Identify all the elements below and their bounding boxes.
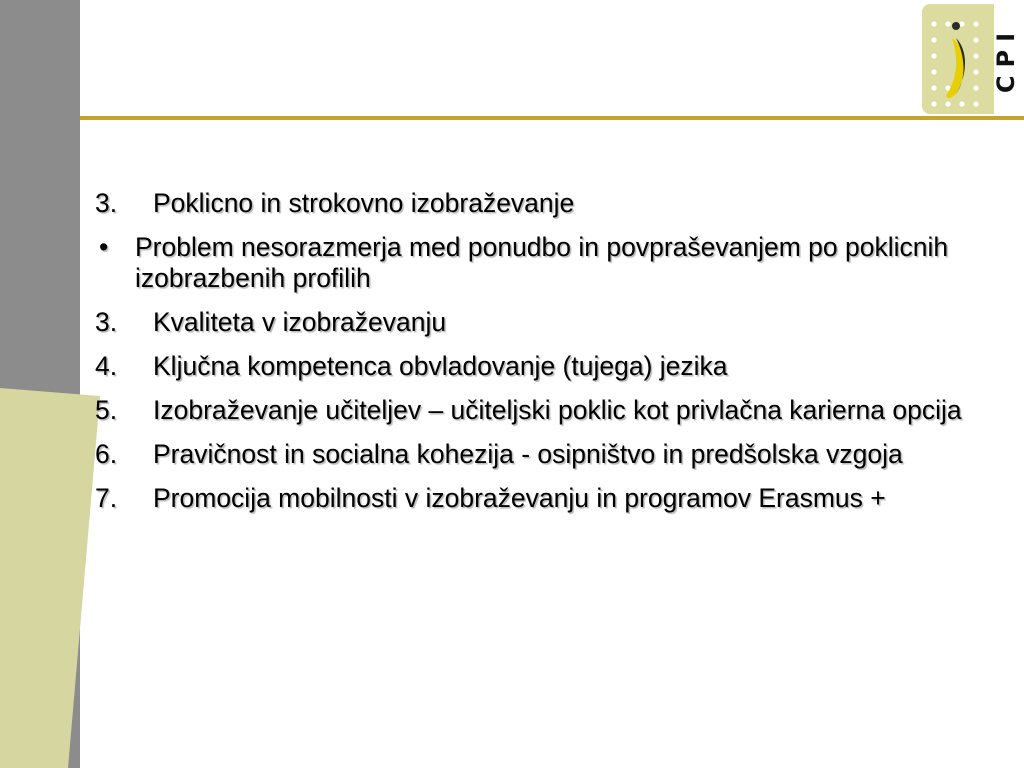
- list-item: [95, 439, 995, 470]
- bullet-list: [95, 188, 995, 527]
- list-item-text: Promocija mobilnosti v izobraževanju in programov Erasmus +: [153, 483, 886, 513]
- list-item: [95, 232, 995, 294]
- list-item-text: Izobraževanje učiteljev – učiteljski poklic kot privlačna karierna opcija: [153, 395, 962, 425]
- list-item-text: Poklicno in strokovno izobraževanje: [153, 188, 575, 218]
- list-item-text: Pravičnost in socialna kohezija - osipništvo in predšolska vzgoja: [153, 439, 903, 469]
- list-item-text: Problem nesorazmerja med ponudbo in povpraševanjem po poklicnih izobrazbenih profilih: [135, 232, 949, 293]
- list-marker: 3.: [95, 188, 118, 218]
- list-item: [95, 483, 995, 514]
- list-marker: •: [99, 232, 109, 262]
- cpi-logo: [922, 4, 1024, 114]
- list-marker: 5.: [95, 395, 118, 425]
- list-item: [95, 351, 995, 382]
- header-rule: [80, 116, 1024, 120]
- list-item: [95, 395, 995, 426]
- cpi-logo-icon: [922, 4, 994, 114]
- logo-text: [988, 4, 1024, 114]
- list-marker: 3.: [95, 307, 118, 337]
- list-item: [95, 307, 995, 338]
- list-marker: 6.: [95, 439, 118, 469]
- list-marker: 7.: [95, 483, 118, 513]
- list-item-text: Ključna kompetenca obvladovanje (tujega) jezika: [153, 351, 728, 381]
- list-marker: 4.: [95, 351, 118, 381]
- logo-wordmark: CPI: [992, 24, 1021, 94]
- list-item-text: Kvaliteta v izobraževanju: [153, 307, 447, 337]
- list-item: [95, 188, 995, 219]
